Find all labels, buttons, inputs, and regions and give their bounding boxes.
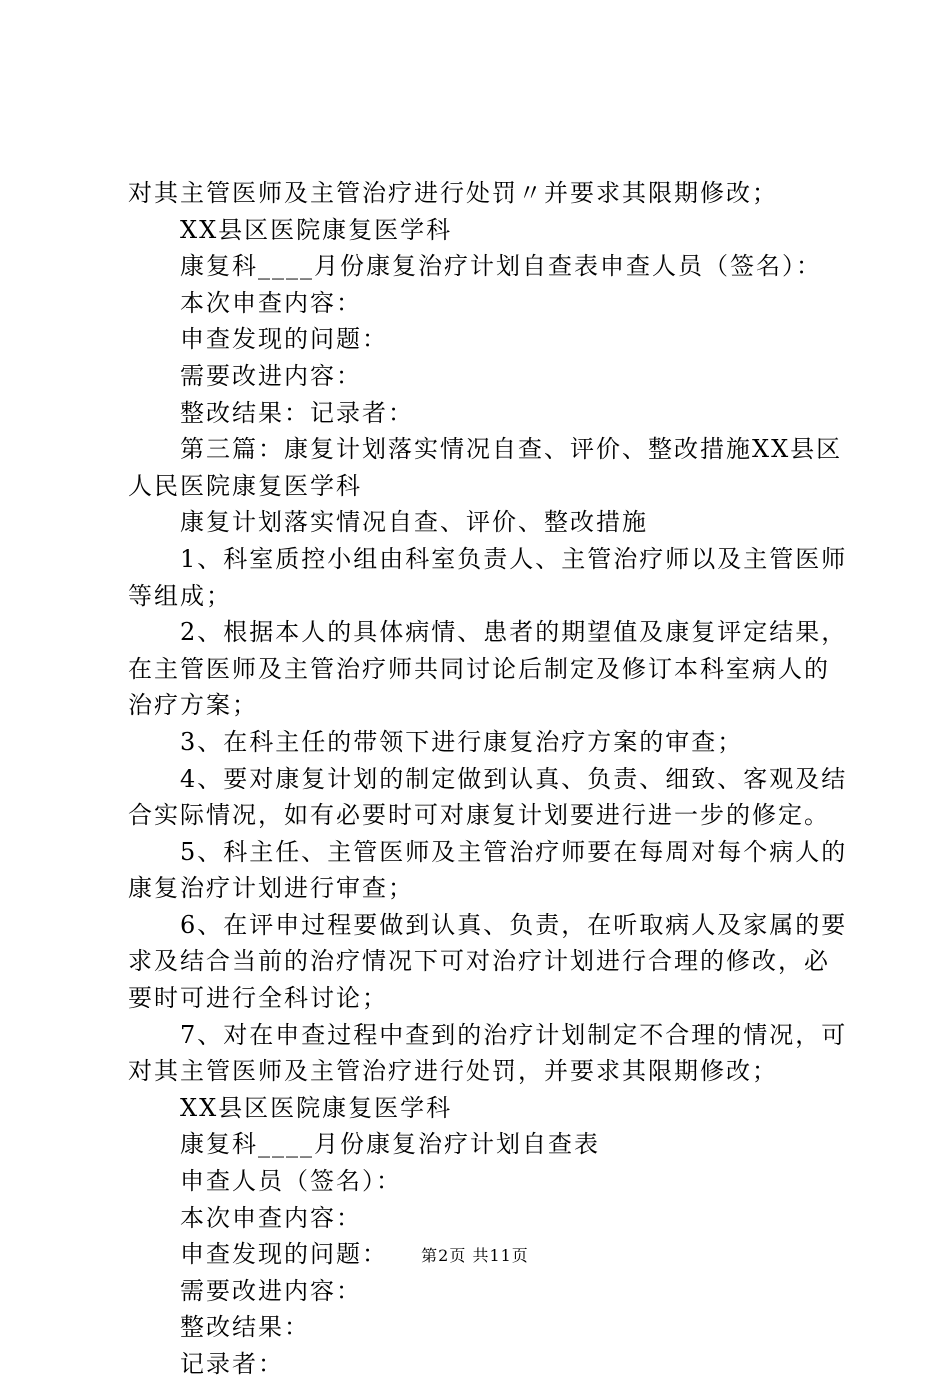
text-line: 申查发现的问题： <box>180 325 388 354</box>
text-line: 在主管医师及主管治疗师共同讨论后制定及修订本科室病人的 <box>128 654 830 683</box>
text-line: 整改结果： <box>180 1313 310 1342</box>
text-line: 6、在评申过程要做到认真、负责，在听取病人及家属的要 <box>180 910 848 939</box>
text-line: 需要改进内容： <box>180 1276 362 1305</box>
text-line: 本次申查内容： <box>180 1203 362 1232</box>
document-body <box>128 175 848 1383</box>
text-line: XX县区医院康复医学科 <box>180 1093 453 1122</box>
text-line: 申查人员（签名）： <box>180 1167 402 1196</box>
text-line: 康复治疗计划进行审查； <box>128 874 414 903</box>
text-line: XX县区医院康复医学科 <box>180 215 453 244</box>
text-line: 2、根据本人的具体病情、患者的期望值及康复评定结果， <box>180 618 848 647</box>
text-line: 第三篇：康复计划落实情况自查、评价、整改措施XX县区 <box>180 435 843 464</box>
text-line: 7、对在申查过程中查到的治疗计划制定不合理的情况，可 <box>180 1020 848 1049</box>
text-line: 申查发现的问题： <box>180 1240 388 1269</box>
text-line: 人民医院康复医学科 <box>128 471 362 500</box>
text-line: 康复科____月份康复治疗计划自查表申查人员（签名）： <box>180 252 822 281</box>
page-footer: 第2页 共11页 <box>421 1246 529 1265</box>
text-line: 对其主管医师及主管治疗进行处罚，并要求其限期修改； <box>128 1057 778 1086</box>
text-line: 康复计划落实情况自查、评价、整改措施 <box>180 508 648 537</box>
text-line: 康复科____月份康复治疗计划自查表 <box>180 1130 600 1159</box>
text-line: 记录者： <box>180 1350 284 1378</box>
text-line: 1、科室质控小组由科室负责人、主管治疗师以及主管医师 <box>180 544 848 573</box>
text-line: 对其主管医师及主管治疗进行处罚〃并要求其限期修改； <box>128 179 778 207</box>
text-line: 合实际情况，如有必要时可对康复计划要进行进一步的修定。 <box>128 801 830 830</box>
text-line: 本次申查内容： <box>180 288 362 317</box>
text-line: 需要改进内容： <box>180 361 362 390</box>
text-line: 4、要对康复计划的制定做到认真、负责、细致、客观及结 <box>180 764 848 793</box>
text-line: 整改结果：记录者： <box>180 398 414 427</box>
text-line: 等组成； <box>128 581 232 610</box>
text-line: 3、在科主任的带领下进行康复治疗方案的审查； <box>180 727 744 756</box>
text-line: 要时可进行全科讨论； <box>128 984 388 1013</box>
text-line: 5、科主任、主管医师及主管治疗师要在每周对每个病人的 <box>180 837 848 866</box>
text-line: 求及结合当前的治疗情况下可对治疗计划进行合理的修改，必 <box>128 947 830 976</box>
text-line: 治疗方案； <box>128 691 258 720</box>
